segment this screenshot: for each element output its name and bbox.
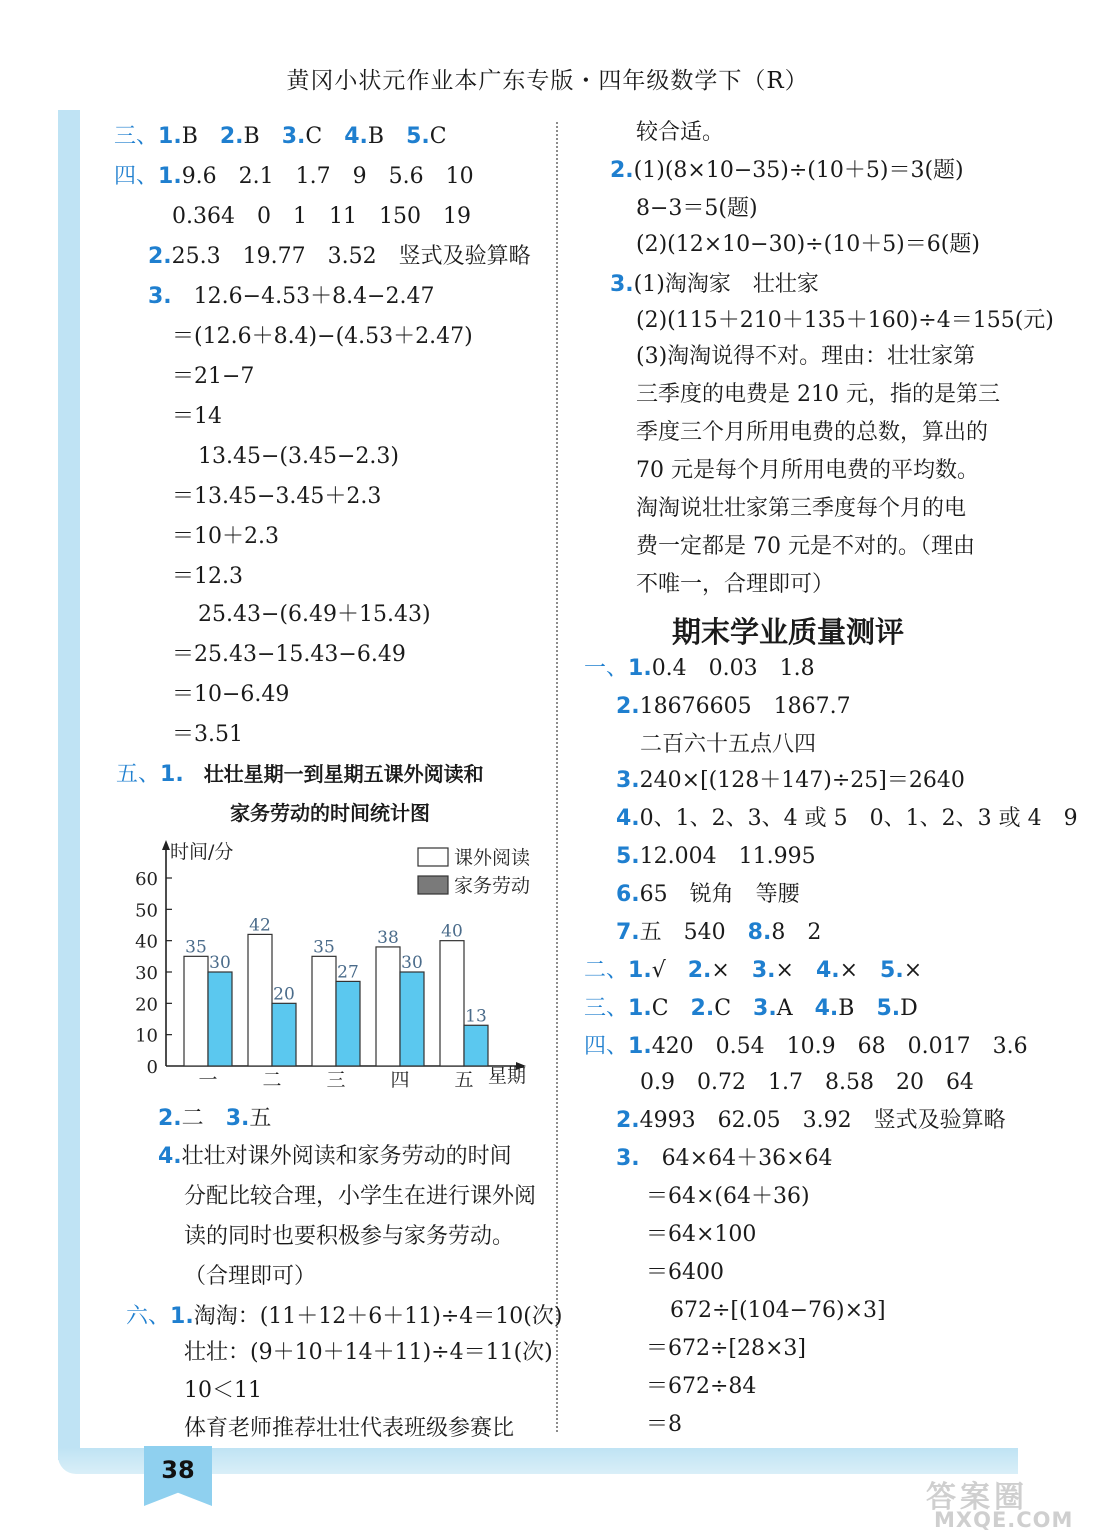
bar-reading (184, 956, 208, 1066)
column-divider (556, 122, 558, 1432)
answer-line: （合理即可） (184, 1264, 317, 1289)
answer-line: 7.五 540 8.8 2 (616, 920, 822, 945)
answer-line: 壮壮：(9＋10＋14＋11)÷4＝11(次) (184, 1340, 553, 1365)
answer-line: 体育老师推荐壮壮代表班级参赛比 (184, 1416, 515, 1441)
answer-line: 六、1.淘淘：(11＋12＋6＋11)÷4＝10(次) (126, 1304, 563, 1329)
answer-line: 5.12.004 11.995 (616, 844, 816, 869)
answer-line: 2.(1)(8×10−35)÷(10＋5)＝3(题) (610, 158, 964, 183)
bar-housework (208, 972, 232, 1066)
answer-line: ＝8 (646, 1412, 682, 1437)
bar-reading (248, 934, 272, 1066)
answer-line: 3.(1)淘淘家 壮壮家 (610, 272, 819, 297)
data-label: 27 (337, 962, 359, 983)
answer-line: 3. 64×64＋36×64 (616, 1146, 833, 1171)
answer-line: 三、1.B 2.B 3.C 4.B 5.C (114, 124, 447, 149)
y-axis-label: 时间/分 (170, 841, 234, 863)
answer-line: (2)(12×10−30)÷(10＋5)＝6(题) (636, 232, 980, 257)
page-edge-strip (58, 110, 80, 1460)
answer-line: 二百六十五点八四 (640, 732, 817, 757)
data-label: 38 (377, 927, 399, 948)
answer-line: ＝10＋2.3 (172, 524, 279, 549)
bar-housework (336, 981, 360, 1066)
answer-line: 2.4993 62.05 3.92 竖式及验算略 (616, 1108, 1006, 1133)
y-axis-arrow (162, 840, 170, 850)
bar-reading (376, 947, 400, 1066)
answer-line: 672÷[(104−76)×3] (670, 1298, 886, 1323)
bar-housework (464, 1025, 488, 1066)
data-label: 30 (401, 953, 423, 973)
answer-line: 季度三个月所用电费的总数，算出的 (636, 420, 989, 445)
data-label: 35 (185, 937, 207, 958)
answer-line: 10＜11 (184, 1378, 262, 1403)
answer-line: 二、1.√ 2.× 3.× 4.× 5.× (584, 958, 923, 983)
x-tick-label: 一 (198, 1069, 218, 1091)
answer-line: 4.0、1、2、3、4 或 5 0、1、2、3 或 4 9 (616, 806, 1078, 831)
y-tick-label: 0 (146, 1057, 158, 1078)
page-header: 黄冈小状元作业本广东专版・四年级数学下（R） (286, 68, 809, 94)
x-tick-label: 四 (390, 1069, 410, 1091)
answer-line: ＝3.51 (172, 722, 243, 747)
answer-line: 较合适。 (636, 120, 725, 145)
answer-line: 分配比较合理，小学生在进行课外阅 (184, 1184, 537, 1209)
answer-line: 2.18676605 1867.7 (616, 694, 851, 719)
legend-label: 家务劳动 (454, 875, 531, 897)
y-tick-label: 40 (135, 931, 158, 953)
answer-line: 费一定都是 70 元是不对的。（理由 (636, 534, 975, 559)
answer-line: ＝14 (172, 404, 222, 429)
answer-line: ＝672÷84 (646, 1374, 757, 1399)
data-label: 40 (441, 921, 463, 942)
answer-line: 6.65 锐角 等腰 (616, 882, 800, 907)
y-tick-label: 30 (135, 963, 158, 984)
bar-chart (120, 836, 550, 1094)
y-tick-label: 10 (135, 1025, 158, 1047)
answer-line: 读的同时也要积极参与家务劳动。 (184, 1224, 515, 1249)
answer-line: 淘淘说壮壮家第三季度每个月的电 (636, 496, 967, 521)
answer-line: (3)淘淘说得不对。理由：壮壮家第 (636, 344, 976, 369)
data-label: 30 (209, 953, 231, 973)
answer-line: 0.9 0.72 1.7 8.58 20 64 (640, 1070, 974, 1095)
answer-line: ＝25.43−15.43−6.49 (172, 642, 406, 667)
watermark-logo: 答案圈 MXQE.COM (926, 1480, 1074, 1532)
answer-line: 不唯一，合理即可） (636, 572, 835, 597)
answer-line: ＝6400 (646, 1260, 724, 1285)
answer-line: 三、1.C 2.C 3.A 4.B 5.D (584, 996, 918, 1021)
bar-housework (400, 972, 424, 1066)
data-label: 13 (465, 1006, 487, 1027)
y-tick-label: 60 (135, 869, 158, 890)
answer-line: 3.240×[(128＋147)÷25]＝2640 (616, 768, 965, 793)
chart-title-line: 五、1. 壮壮星期一到星期五课外阅读和 (116, 762, 484, 787)
bar-reading (440, 941, 464, 1066)
answer-line: ＝64×100 (646, 1222, 757, 1247)
x-tick-label: 三 (326, 1069, 346, 1091)
data-label: 42 (249, 915, 271, 936)
answer-line: 2.25.3 19.77 3.52 竖式及验算略 (148, 244, 531, 269)
legend-swatch (418, 848, 448, 866)
legend-label: 课外阅读 (454, 847, 531, 869)
answer-line: ＝672÷[28×3] (646, 1336, 807, 1361)
answer-line: 13.45−(3.45−2.3) (198, 444, 399, 469)
chart-title-line: 家务劳动的时间统计图 (230, 801, 430, 825)
bar-housework (272, 1003, 296, 1066)
answer-line: ＝10−6.49 (172, 682, 290, 707)
data-label: 35 (313, 937, 335, 958)
legend-swatch (418, 876, 448, 894)
answer-line: 四、1.9.6 2.1 1.7 9 5.6 10 (114, 164, 474, 189)
answer-line: 4.壮壮对课外阅读和家务劳动的时间 (158, 1144, 512, 1169)
answer-line: 25.43−(6.49＋15.43) (198, 602, 431, 627)
answer-line: ＝64×(64＋36) (646, 1184, 810, 1209)
y-tick-label: 50 (135, 900, 158, 922)
answer-line: ＝21−7 (172, 364, 255, 389)
answer-line: ＝13.45−3.45＋2.3 (172, 484, 382, 509)
answer-line: 3. 12.6−4.53＋8.4−2.47 (148, 284, 435, 309)
x-tick-label: 二 (262, 1069, 282, 1091)
answer-line: (2)(115＋210＋135＋160)÷4＝155(元) (636, 308, 1054, 333)
data-label: 20 (273, 984, 295, 1005)
answer-line: ＝12.3 (172, 564, 243, 589)
answer-line: 四、1.420 0.54 10.9 68 0.017 3.6 (584, 1034, 1028, 1059)
answer-line: ＝(12.6＋8.4)−(4.53＋2.47) (172, 324, 473, 349)
answer-line: 8−3＝5(题) (636, 196, 758, 221)
x-tick-label: 五 (454, 1069, 474, 1091)
answer-line: 0.364 0 1 11 150 19 (172, 204, 471, 229)
answer-line: 三季度的电费是 210 元，指的是第三 (636, 382, 1000, 407)
bar-reading (312, 956, 336, 1066)
page-number: 38 (161, 1456, 195, 1484)
answer-line: 2.二 3.五 (158, 1106, 272, 1131)
section-title: 期末学业质量测评 (672, 615, 905, 649)
answer-line: 一、1.0.4 0.03 1.8 (584, 656, 815, 681)
y-tick-label: 20 (135, 994, 158, 1016)
x-axis-label: 星期 (487, 1065, 526, 1087)
answer-line: 70 元是每个月所用电费的平均数。 (636, 458, 979, 483)
